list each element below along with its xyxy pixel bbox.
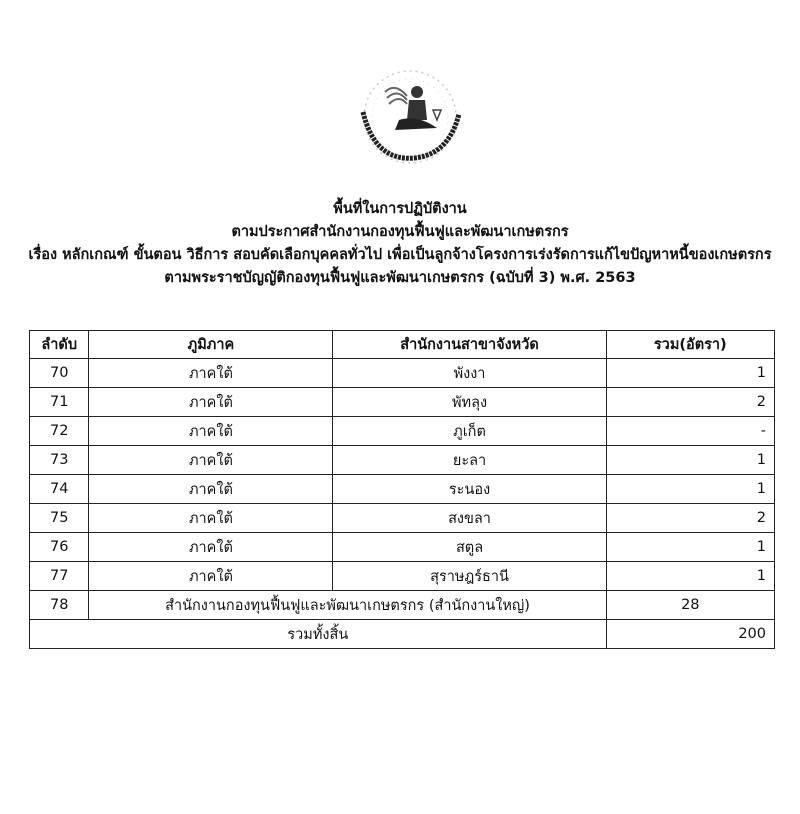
- cell-region: ภาคใต้: [89, 533, 333, 562]
- cell-no: 71: [30, 388, 89, 417]
- table-row: [30, 359, 775, 388]
- header-title: พื้นที่ในการปฏิบัติงาน: [333, 201, 467, 217]
- col-header-office: สำนักงานสาขาจังหวัด: [333, 331, 606, 359]
- cell-total: 2: [606, 388, 774, 417]
- positions-table: [29, 330, 775, 649]
- table-row: [30, 475, 775, 504]
- cell-region: ภาคใต้: [89, 504, 333, 533]
- table-row: [30, 446, 775, 475]
- table-row: [30, 417, 775, 446]
- cell-no: 77: [30, 562, 89, 591]
- col-header-no: ลำดับ: [30, 331, 89, 359]
- cell-region: ภาคใต้: [89, 417, 333, 446]
- table-row: [30, 504, 775, 533]
- cell-no: 75: [30, 504, 89, 533]
- agency-seal-icon: [345, 62, 475, 177]
- cell-office: พัทลุง: [333, 388, 606, 417]
- header-act: ตามพระราชบัญญัติกองทุนฟื้นฟูและพัฒนาเกษตรกร (ฉบับที่ 3) พ.ศ. 2563: [164, 270, 636, 286]
- header-subject: เรื่อง หลักเกณฑ์ ขั้นตอน วิธีการ สอบคัดเลือกบุคคลทั่วไป เพื่อเป็นลูกจ้างโครงการเร่งรัดการแก้ไขปัญหาหนี้ของเกษตรกร: [28, 247, 772, 263]
- cell-office: ยะลา: [333, 446, 606, 475]
- cell-region: ภาคใต้: [89, 359, 333, 388]
- cell-total: 1: [606, 446, 774, 475]
- hq-office-label: สำนักงานกองทุนฟื้นฟูและพัฒนาเกษตรกร (สำนักงานใหญ่): [89, 591, 606, 620]
- cell-region: ภาคใต้: [89, 388, 333, 417]
- cell-total: 1: [606, 562, 774, 591]
- table-row: [30, 388, 775, 417]
- cell-region: ภาคใต้: [89, 475, 333, 504]
- cell-office: พังงา: [333, 359, 606, 388]
- grand-total-row: [30, 620, 775, 649]
- grand-total-label: รวมทั้งสิ้น: [30, 620, 607, 649]
- col-header-region: ภูมิภาค: [89, 331, 333, 359]
- cell-office: ภูเก็ต: [333, 417, 606, 446]
- cell-region: ภาคใต้: [89, 446, 333, 475]
- cell-office: สตูล: [333, 533, 606, 562]
- cell-no: 74: [30, 475, 89, 504]
- cell-no: 72: [30, 417, 89, 446]
- cell-total: -: [606, 417, 774, 446]
- cell-total: 1: [606, 359, 774, 388]
- table-row: [30, 533, 775, 562]
- hq-total: 28: [606, 591, 774, 620]
- cell-office: ระนอง: [333, 475, 606, 504]
- cell-no: 70: [30, 359, 89, 388]
- document-header: [0, 198, 800, 290]
- cell-total: 2: [606, 504, 774, 533]
- col-header-total: รวม(อัตรา): [606, 331, 774, 359]
- cell-total: 1: [606, 533, 774, 562]
- cell-total: 1: [606, 475, 774, 504]
- table-row: [30, 562, 775, 591]
- cell-no: 73: [30, 446, 89, 475]
- cell-office: สงขลา: [333, 504, 606, 533]
- header-announcement: ตามประกาศสำนักงานกองทุนฟื้นฟูและพัฒนาเกษตรกร: [231, 224, 569, 240]
- table-header-row: [30, 331, 775, 359]
- cell-office: สุราษฎร์ธานี: [333, 562, 606, 591]
- grand-total-value: 200: [606, 620, 774, 649]
- cell-region: ภาคใต้: [89, 562, 333, 591]
- agency-seal-logo: [345, 62, 475, 177]
- cell-no: 78: [30, 591, 89, 620]
- hq-row: [30, 591, 775, 620]
- cell-no: 76: [30, 533, 89, 562]
